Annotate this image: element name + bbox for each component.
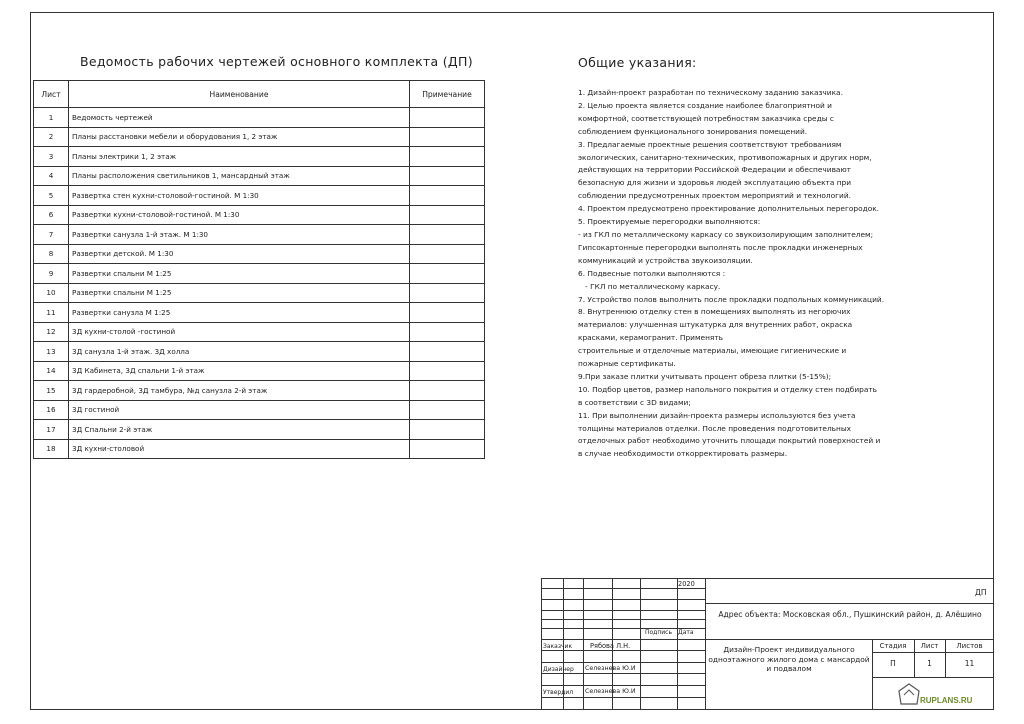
ruplans-logo [895, 682, 973, 706]
sheet-note [410, 147, 485, 167]
note-line: 9.При заказе плитки учитывать процент обреза плитки (5-15%); [578, 371, 832, 381]
sheet-number: 18 [34, 439, 69, 459]
note-line: 5. Проектируемые перегородки выполняются: [578, 217, 761, 227]
stamp-grid-line [705, 578, 706, 710]
sheet-name: 3Д кухни-столовой [69, 439, 410, 459]
col-header-name: Наименование [69, 81, 410, 108]
sheets-value: 11 [964, 659, 975, 668]
note-line: материалов: улучшенная штукатурка для внутренних работ, окраска [578, 320, 853, 330]
sheet-name: 3Д Кабинета, 3Д спальни 1-й этаж [69, 361, 410, 381]
stage-label: Стадия [879, 642, 907, 650]
sheet-number: 13 [34, 342, 69, 362]
note-line: - ГКЛ по металлическому каркасу. [578, 281, 721, 291]
sheet-number: 16 [34, 400, 69, 420]
note-line: в случае необходимости откорректировать размеры. [578, 449, 788, 459]
sheet-note [410, 400, 485, 420]
stamp-grid-line [872, 677, 994, 678]
sheet-number: 1 [34, 108, 69, 128]
sheet-note [410, 361, 485, 381]
note-line: комфортной, соответствующей потребностям заказчика среды с [578, 113, 834, 123]
col-header-note: Примечание [410, 81, 485, 108]
sheet-number: 2 [34, 127, 69, 147]
stamp-sign-label: Подпись [645, 629, 672, 636]
sheet-name: 3Д гардеробной, 3Д тамбура, №д санузла 2-й этаж [69, 381, 410, 401]
stamp-grid-line [541, 588, 705, 589]
sheet-number: 14 [34, 361, 69, 381]
sheet-note [410, 108, 485, 128]
sheet-name: 3Д Спальни 2-й этаж [69, 420, 410, 440]
sheet-name: Развертки спальни М 1:25 [69, 264, 410, 284]
table-row [34, 342, 485, 362]
note-line: отделочных работ необходимо уточнить площади покрытий поверхностей и [578, 436, 881, 446]
sheet-note [410, 381, 485, 401]
stamp-grid-line [872, 652, 994, 653]
sheet-name: Развертка стен кухни-столовой-гостиной. М 1:30 [69, 186, 410, 206]
table-header-row [34, 81, 485, 108]
customer-label: Заказчик [543, 643, 573, 650]
table-row [34, 147, 485, 167]
drawings-register-table [33, 80, 485, 459]
table-row [34, 205, 485, 225]
note-line: 2. Целью проекта является создание наиболее благоприятной и [578, 100, 832, 110]
sheet-number: 9 [34, 264, 69, 284]
stamp-grid-line [541, 619, 705, 620]
sheet-note [410, 244, 485, 264]
note-line: экологических, санитарно-технических, противопожарных и других норм, [578, 152, 872, 162]
sheet-number: 8 [34, 244, 69, 264]
sheet-name: 3Д санузла 1-й этаж. 3Д холла [69, 342, 410, 362]
table-row [34, 303, 485, 323]
table-row [34, 322, 485, 342]
note-line: коммуникаций и устройства звукоизоляции. [578, 255, 753, 265]
stamp-grid-line [583, 578, 584, 710]
sheet-note [410, 166, 485, 186]
sheet-name: 3Д кухни-столой -гостиной [69, 322, 410, 342]
sheet-name: Планы расстановки мебели и оборудования 1, 2 этаж [69, 127, 410, 147]
note-line: соблюдением функционального зонирования помещений. [578, 126, 808, 136]
stage-value: П [890, 659, 896, 668]
sheet-note [410, 342, 485, 362]
sheet-note [410, 303, 485, 323]
sheet-note [410, 283, 485, 303]
stamp-grid-line [541, 650, 705, 651]
note-line: безопасную для жизни и здоровья людей эксплуатацию объекта при [578, 178, 852, 188]
table-row [34, 244, 485, 264]
sheet-name: Планы электрики 1, 2 этаж [69, 147, 410, 167]
stamp-grid-line [541, 662, 705, 663]
customer-name: Рябова Л.Н. [590, 642, 631, 650]
note-line: пожарные сертификаты. [578, 359, 676, 369]
house-logo-icon [895, 682, 973, 706]
table-row [34, 381, 485, 401]
note-line: 1. Дизайн-проект разработан по техническому заданию заказчика. [578, 88, 843, 97]
sheet-label: Лист [920, 642, 939, 650]
note-line: Гипсокартонные перегородки выполнять после прокладки инженерных [578, 242, 863, 252]
sheet-note [410, 439, 485, 459]
table-row [34, 400, 485, 420]
sheet-name: Развертки детской. М 1:30 [69, 244, 410, 264]
sheet-number: 3 [34, 147, 69, 167]
sheet-number: 11 [34, 303, 69, 323]
note-line: 4. Проектом предусмотрено проектирование дополнительных перегородок. [578, 204, 880, 214]
sheet-number: 15 [34, 381, 69, 401]
sheet-number: 12 [34, 322, 69, 342]
sheet-name: Планы расположения светильников 1, мансардный этаж [69, 166, 410, 186]
logo-text: RUPLANS.RU [920, 696, 973, 705]
object-address: Адрес объекта: Московская обл., Пушкинский район, д. Алёшино [718, 610, 982, 619]
sheet-name: Развертки санузла 1-й этаж. М 1:30 [69, 225, 410, 245]
sheet-note [410, 322, 485, 342]
sheet-number: 5 [34, 186, 69, 206]
sheet-number: 17 [34, 420, 69, 440]
stamp-grid-line [541, 685, 705, 686]
note-line: 11. При выполнении дизайн-проекта размеры используются без учета [578, 410, 856, 420]
sheet-name: Развертки спальни М 1:25 [69, 283, 410, 303]
register-title: Ведомость рабочих чертежей основного комплекта (ДП) [80, 54, 473, 69]
stamp-grid-line [705, 639, 994, 640]
table-row [34, 225, 485, 245]
note-line: 3. Предлагаемые проектные решения соответствуют требованиям [578, 139, 842, 149]
note-line: толщины материалов отделки. После проведения подготовительных [578, 423, 852, 433]
sheet-number: 6 [34, 205, 69, 225]
sheet-name: Ведомость чертежей [69, 108, 410, 128]
sheet-note [410, 420, 485, 440]
stamp-grid-line [705, 603, 994, 604]
note-line: 8. Внутреннюю отделку стен в помещениях выполнять из негорючих [578, 307, 851, 317]
sheet-name: Развертки кухни-столовой-гостиной. М 1:30 [69, 205, 410, 225]
stamp-date-label: Дата [678, 629, 694, 636]
stamp-grid-line [541, 697, 705, 698]
table-row [34, 283, 485, 303]
note-line: 7. Устройство полов выполнить после прокладки подпольных коммуникаций. [578, 294, 885, 304]
sheet-note [410, 264, 485, 284]
table-row [34, 166, 485, 186]
sheet-note [410, 127, 485, 147]
sheet-name: Развертки санузла М 1:25 [69, 303, 410, 323]
approver-label: Утвердил [543, 689, 574, 696]
sheet-name: 3Д гостиной [69, 400, 410, 420]
note-line: в соответствии с 3D видами; [578, 397, 691, 407]
table-row [34, 127, 485, 147]
table-row [34, 420, 485, 440]
notes-title: Общие указания: [578, 55, 697, 70]
col-header-sheet: Лист [34, 81, 69, 108]
sheet-number: 10 [34, 283, 69, 303]
approver-name: Селезнева Ю.И [585, 688, 636, 695]
table-row [34, 108, 485, 128]
note-line: 10. Подбор цветов, размер напольного покрытия и отделку стен подбирать [578, 384, 878, 394]
sheet-note [410, 205, 485, 225]
stamp-grid-line [541, 610, 705, 611]
note-line: действующих на территории Российской Федерации и обеспечивают [578, 165, 851, 175]
note-line: - из ГКЛ по металлическому каркасу со звукоизолирующим заполнителем; [578, 229, 874, 239]
general-notes [578, 87, 948, 461]
table-body [34, 108, 485, 459]
note-line: строительные и отделочные материалы, имеющие гигиенические и [578, 346, 847, 356]
sheet-number: 7 [34, 225, 69, 245]
designer-label: Дизайнер [543, 666, 574, 673]
table-row [34, 264, 485, 284]
stamp-grid-line [541, 673, 705, 674]
sheet-note [410, 186, 485, 206]
table-row [34, 361, 485, 381]
sheet-note [410, 225, 485, 245]
table-row [34, 439, 485, 459]
stamp-grid-line [677, 578, 678, 710]
stamp-grid-line [541, 639, 705, 640]
sheet-number: 4 [34, 166, 69, 186]
sheets-label: Листов [956, 642, 983, 650]
table-row [34, 186, 485, 206]
stamp-code: ДП [975, 588, 987, 597]
note-line: 6. Подвесные потолки выполняются : [578, 268, 726, 278]
stamp-grid-line [541, 599, 705, 600]
project-name: Дизайн-Проект индивидуального одноэтажного жилого дома с мансардой и подвалом [708, 645, 870, 673]
sheet-value: 1 [927, 659, 932, 668]
note-line: соблюдении предусмотренных проектом мероприятий и технологий. [578, 191, 852, 201]
stamp-grid-line [640, 578, 641, 710]
note-line: красками, керамогранит. Применять [578, 333, 724, 343]
stamp-year: 2020 [678, 580, 695, 588]
designer-name: Селезнева Ю.И [585, 665, 636, 672]
